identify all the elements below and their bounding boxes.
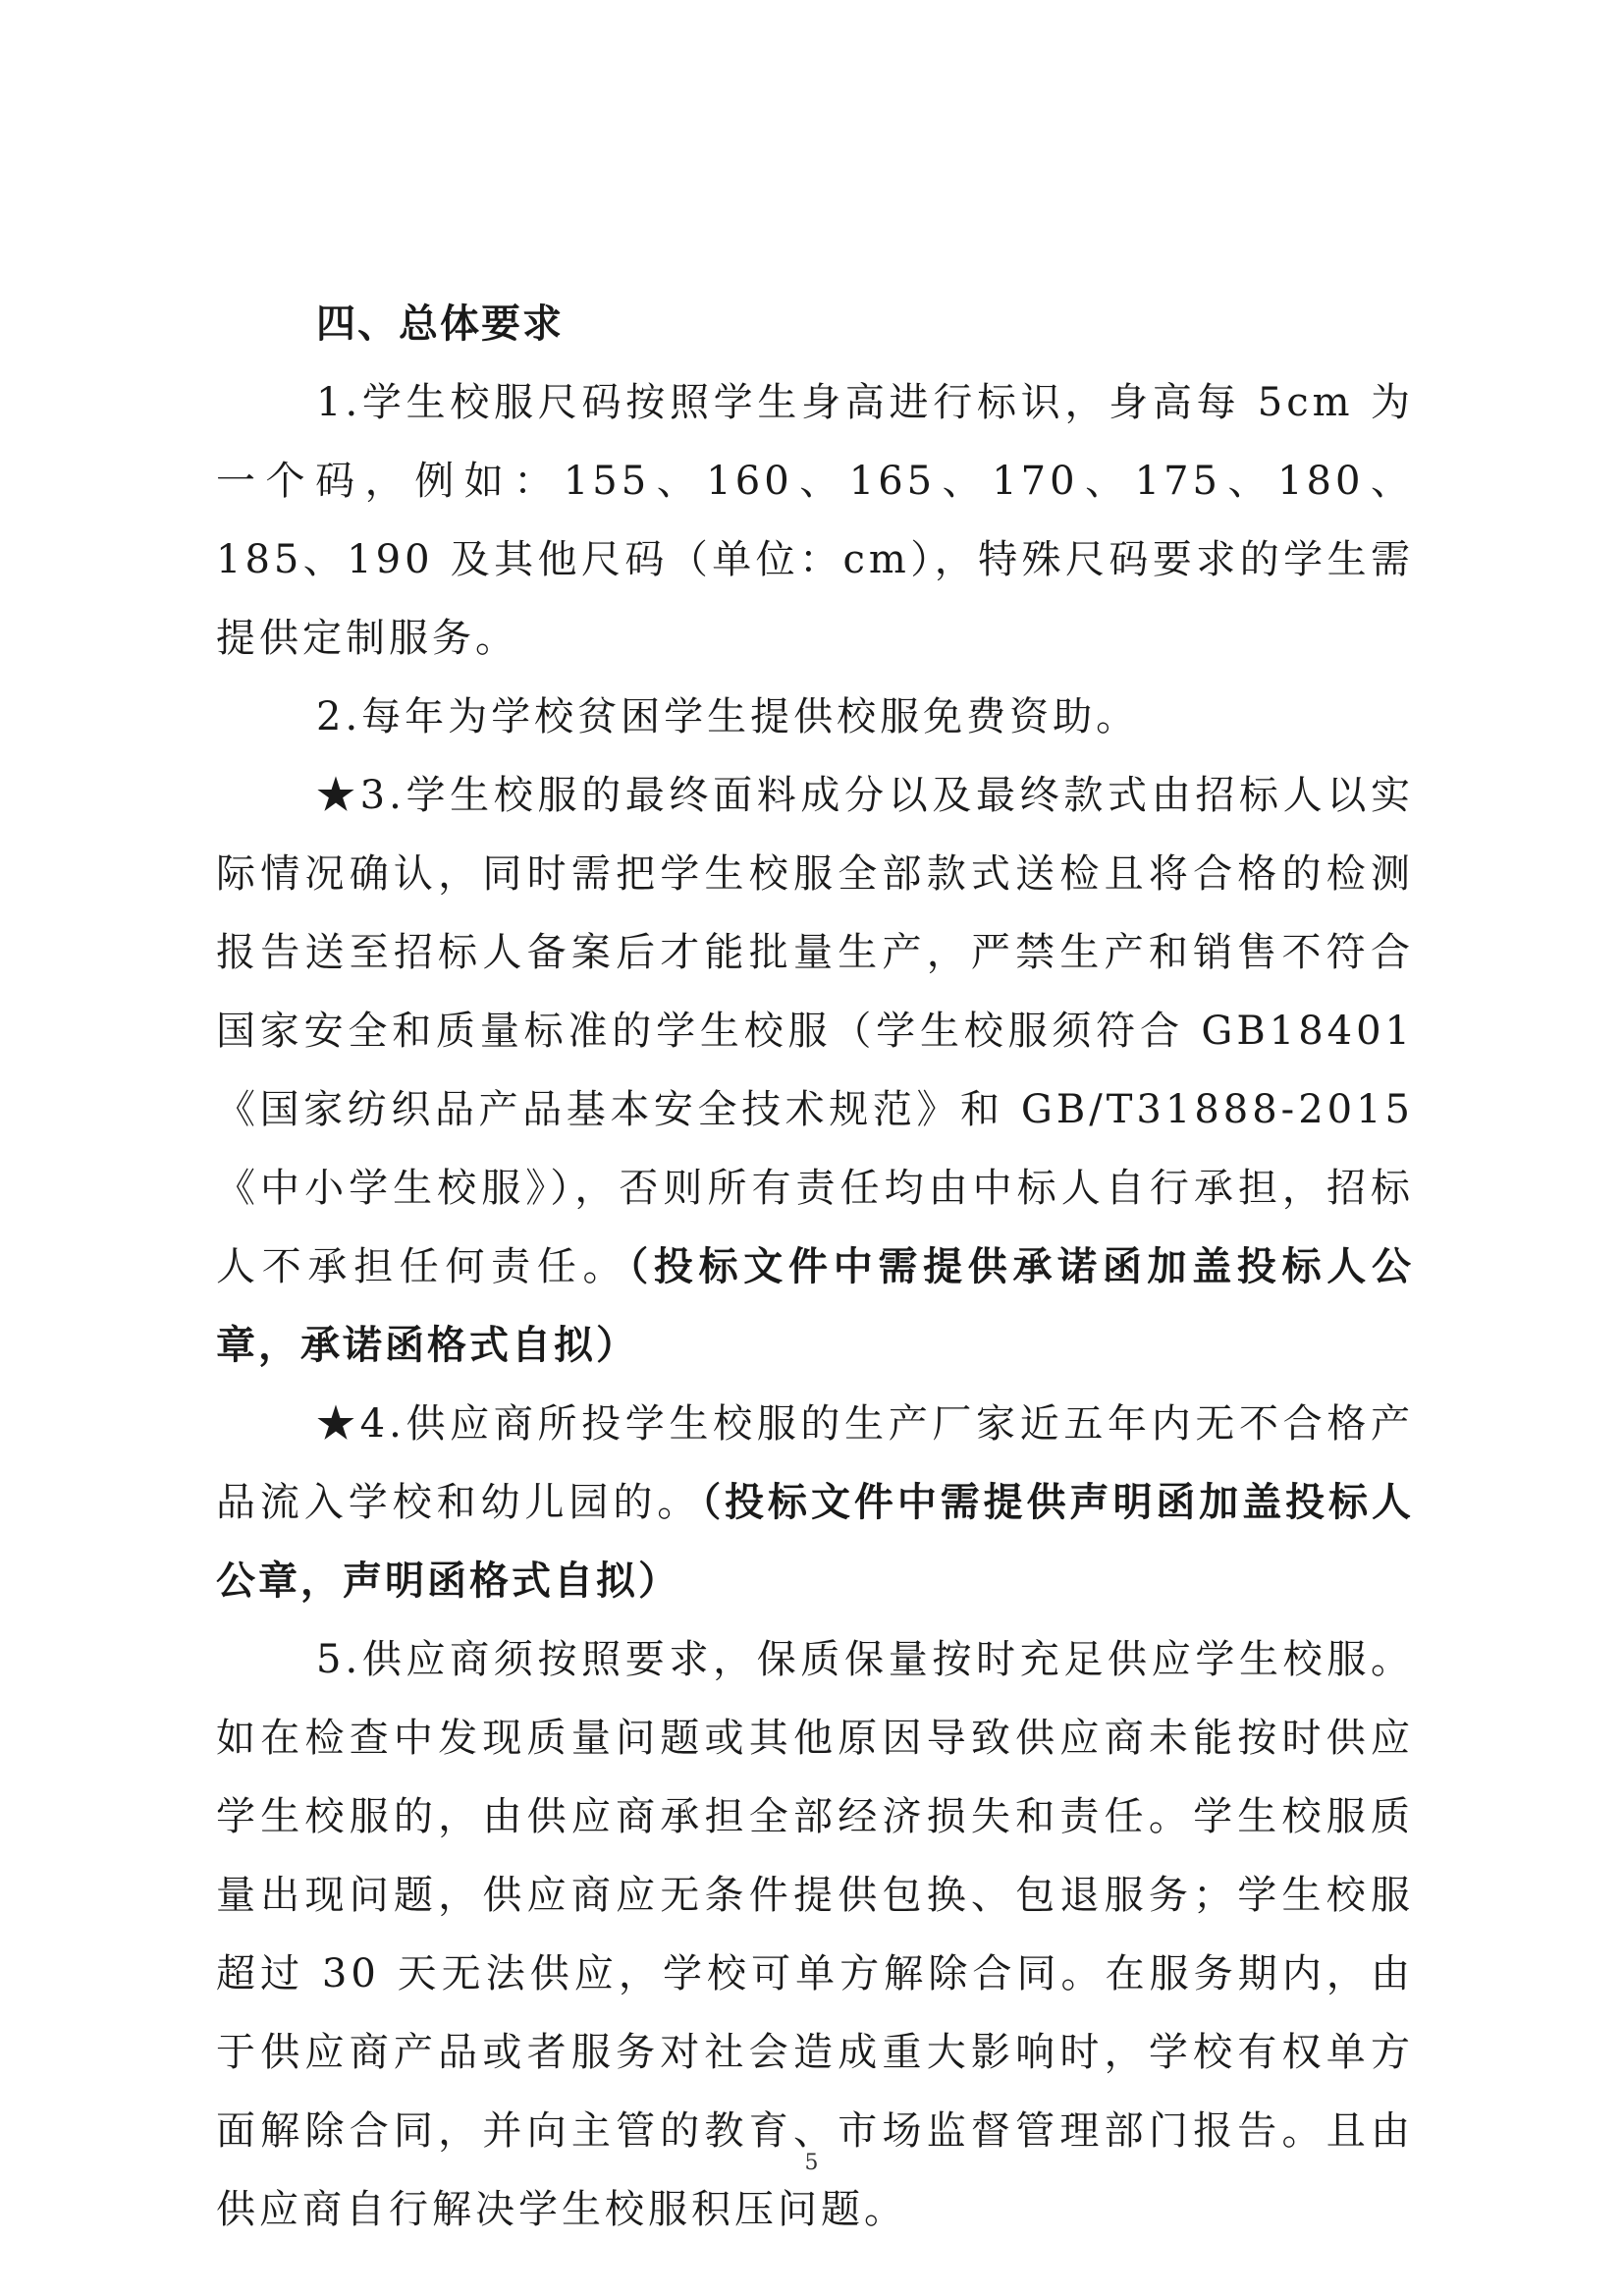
paragraph-4-text: ★4.供应商所投学生校服的生产厂家近五年内无不合格产品流入学校和幼儿园的。	[216, 1401, 1414, 1525]
page-content	[216, 285, 1414, 2249]
paragraph-4	[216, 1385, 1414, 1620]
paragraph-3-text: ★3.学生校服的最终面料成分以及最终款式由招标人以实际情况确认，同时需把学生校服全部款式送检且将合格的检测报告送至招标人备案后才能批量生产，严禁生产和销售不符合国家安全和质量标准的学生校服（学生校服须符合 GB18401《国家纺织品产品基本安全技术规范》和 GB/T31888-2015《中小学生校服》），否则所有责任均由中标人自行承担，招标人不承担任何责任。	[216, 773, 1414, 1289]
paragraph-1-text: 1.学生校服尺码按照学生身高进行标识，身高每 5cm 为一个码，例如：155、160、165、170、175、180、185、190 及其他尺码（单位：cm），特殊尺码要求的学生需提供定制服务。	[216, 380, 1414, 661]
paragraph-2	[216, 678, 1414, 756]
paragraph-4-bold-note: （投标文件中需提供声明函加盖投标人公章，声明函格式自拟）	[216, 1480, 1415, 1604]
paragraph-3-bold-note: （投标文件中需提供承诺函加盖投标人公章，承诺函格式自拟）	[216, 1244, 1415, 1368]
paragraph-5-text: 5.供应商须按照要求，保质保量按时充足供应学生校服。如在检查中发现质量问题或其他原因导致供应商未能按时供应学生校服的，由供应商承担全部经济损失和责任。学生校服质量出现问题，供应商应无条件提供包换、包退服务；学生校服超过 30 天无法供应，学校可单方解除合同。在服务期内，由于供应商产品或者服务对社会造成重大影响时，学校有权单方面解除合同，并向主管的教育、市场监督管理部门报告。且由供应商自行解决学生校服积压问题。	[216, 1637, 1414, 2232]
paragraph-2-text: 2.每年为学校贫困学生提供校服免费资助。	[316, 694, 1140, 739]
paragraph-3	[216, 756, 1414, 1385]
page-number: 5	[804, 2151, 819, 2175]
paragraph-1	[216, 363, 1414, 678]
section-heading: 四、总体要求	[316, 301, 564, 347]
